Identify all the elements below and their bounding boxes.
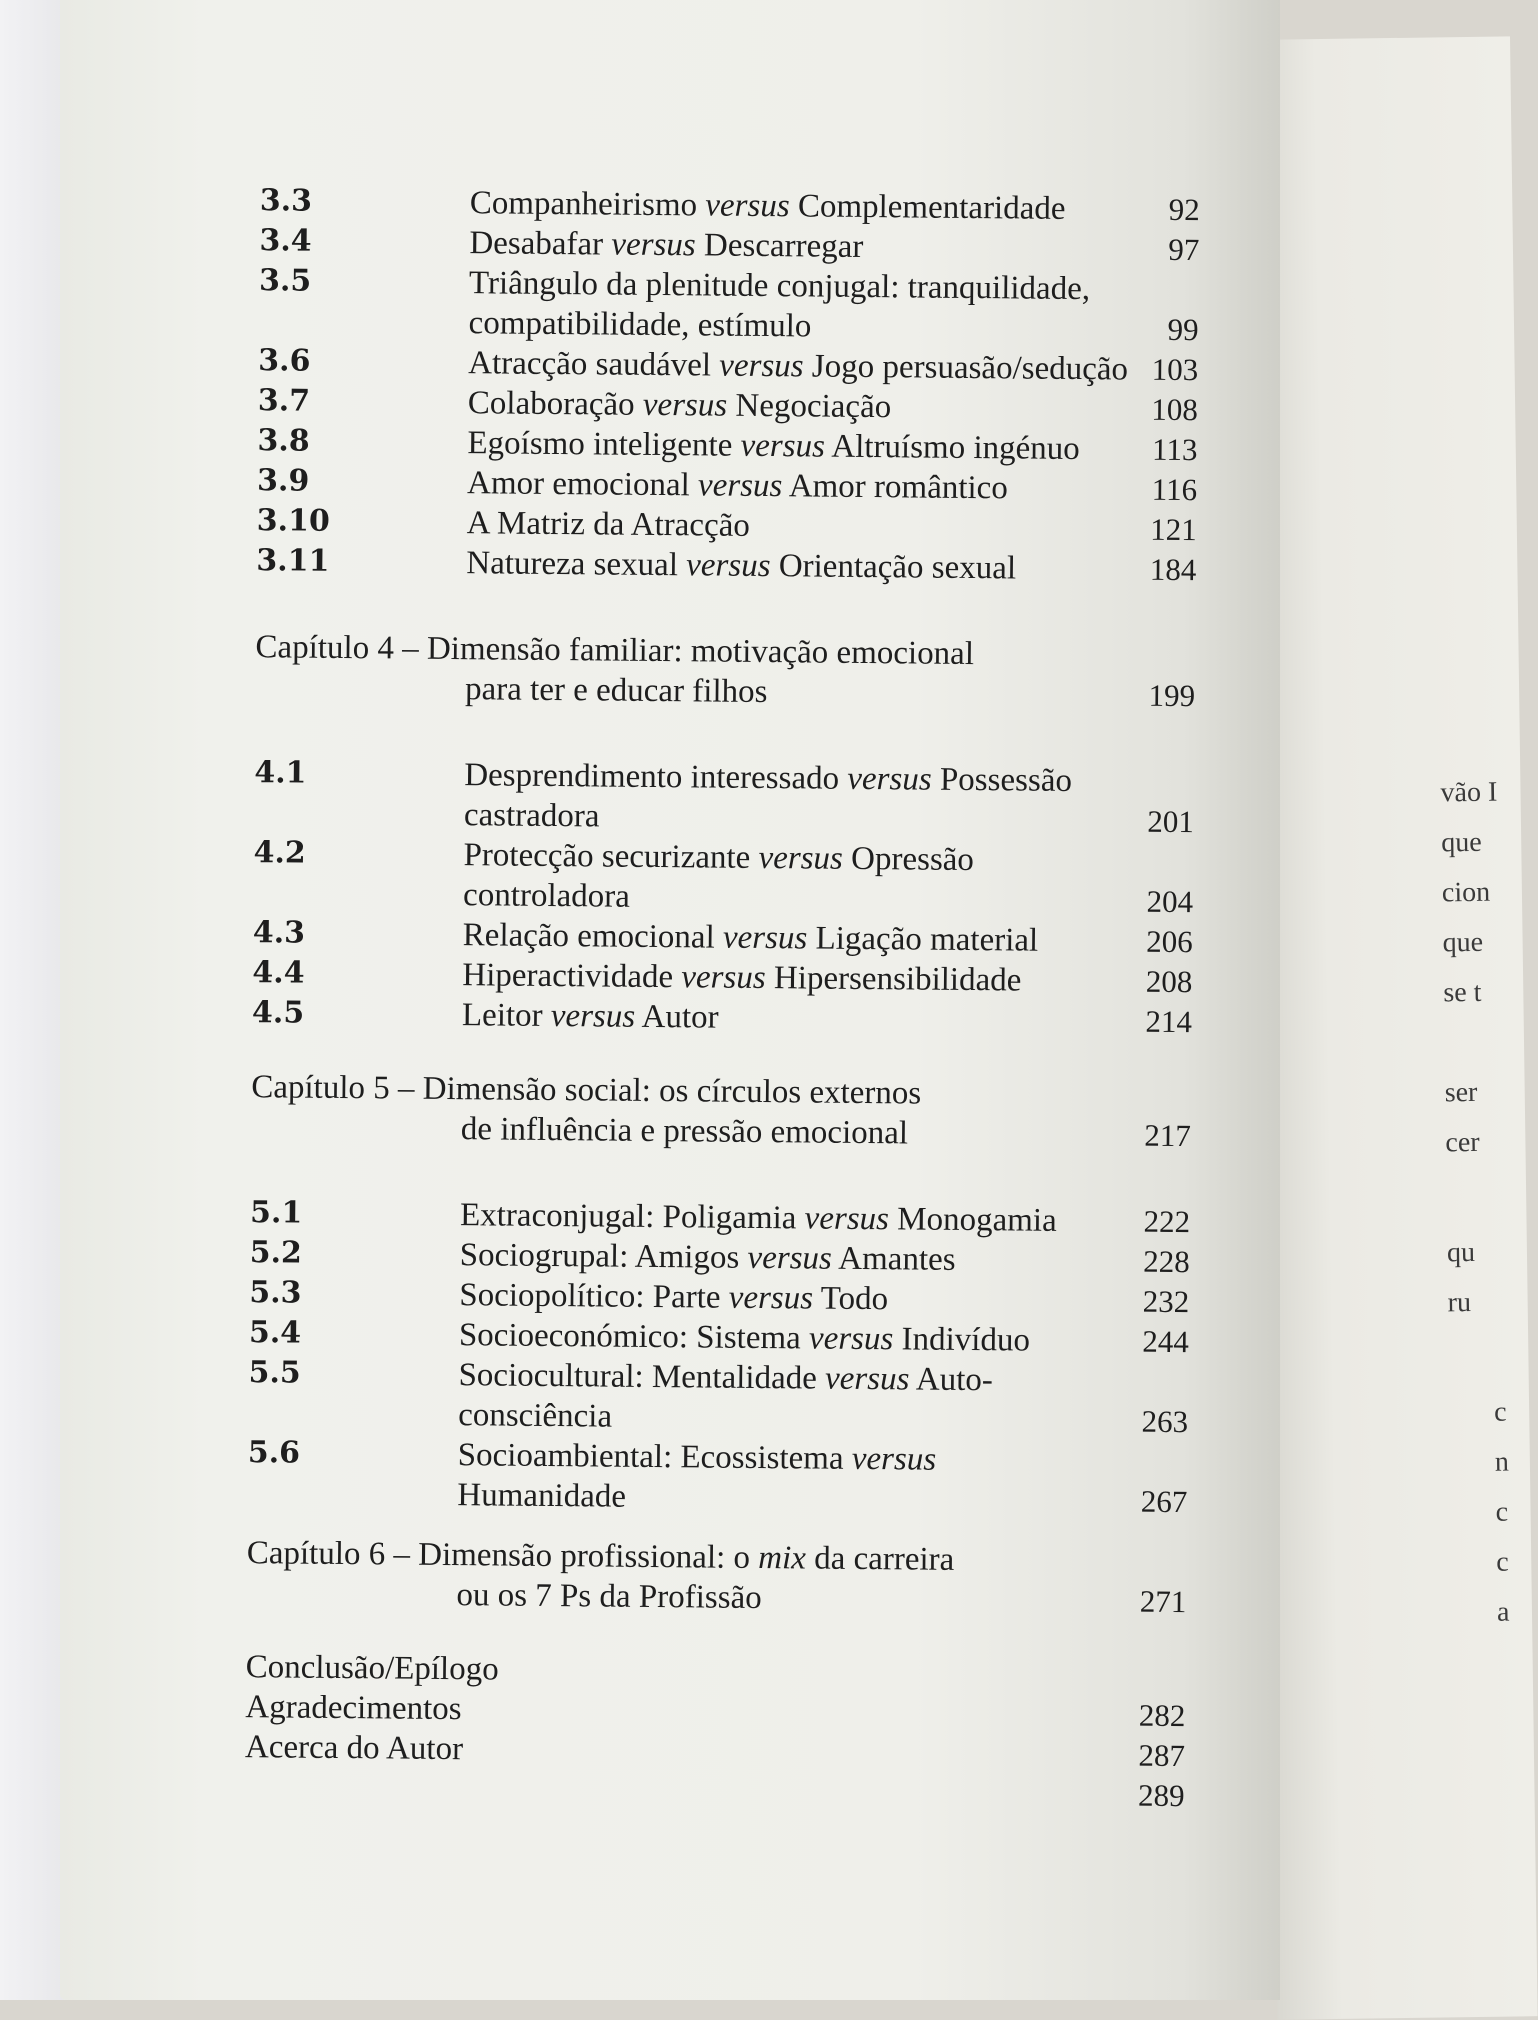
- facing-page: [1250, 36, 1538, 2019]
- facing-fragment: n: [1494, 1446, 1510, 1478]
- entry-title: Extraconjugal: Poligamia versus Monogamia: [459, 1197, 1057, 1239]
- entry-title: Leitor versus Autor: [461, 997, 719, 1036]
- entry-title: Hiperactividade versus Hipersensibilidade: [462, 957, 1022, 999]
- page-number: 228: [1142, 1243, 1190, 1280]
- entry-title: A Matriz da Atracção: [466, 505, 751, 544]
- page-number: 217: [1144, 1117, 1192, 1154]
- entry-title: Sociopolítico: Parte versus Todo: [459, 1277, 889, 1318]
- entry-title-continuation: controladora: [462, 877, 631, 915]
- facing-fragment: que: [1441, 826, 1482, 859]
- entry-title: Amor emocional versus Amor romântico: [466, 465, 1008, 507]
- page-number: 282: [1138, 1697, 1186, 1734]
- entry-title-continuation: Humanidade: [457, 1477, 627, 1515]
- entry-title: Socioambiental: Ecossistema versus: [457, 1437, 937, 1478]
- entry-number: 5.3: [249, 1275, 302, 1311]
- entry-number: 4.1: [254, 755, 307, 791]
- page-number: 289: [1137, 1777, 1185, 1814]
- entry-title-continuation: compatibilidade, estímulo: [468, 305, 812, 345]
- page-number: 263: [1141, 1403, 1189, 1440]
- page-number: 113: [1151, 431, 1198, 468]
- entry-number: 3.5: [258, 263, 312, 299]
- entry-title: Protecção securizante versus Opressão: [463, 837, 975, 879]
- page-number: 206: [1146, 923, 1193, 960]
- facing-fragment: cer: [1445, 1126, 1480, 1159]
- entry-title-continuation: consciência: [457, 1397, 613, 1435]
- page-number: 204: [1146, 883, 1194, 920]
- page-number: 214: [1145, 1003, 1193, 1040]
- entry-number: 5.2: [249, 1235, 303, 1271]
- page-number: 116: [1151, 471, 1198, 508]
- page-number: 287: [1138, 1737, 1186, 1774]
- book-page: [60, 0, 1280, 2000]
- entry-number: 3.9: [256, 463, 310, 499]
- entry-number: 4.2: [253, 835, 306, 871]
- entry-number: 5.1: [249, 1195, 303, 1231]
- page-number: 271: [1139, 1583, 1187, 1620]
- page-number: 184: [1149, 551, 1197, 588]
- entry-number: 3.3: [259, 183, 313, 219]
- chapter-title: Capítulo 5 – Dimensão social: os círculos externos: [251, 1069, 922, 1112]
- entry-title: Desabafar versus Descarregar: [469, 225, 864, 265]
- entry-number: 3.11: [256, 543, 330, 579]
- facing-fragment: c: [1496, 1546, 1509, 1578]
- entry-title: Companheirismo versus Complementaridade: [469, 185, 1066, 227]
- entry-title: Egoísmo inteligente versus Altruísmo ingénuo: [467, 425, 1080, 468]
- page-number: 108: [1151, 391, 1199, 428]
- entry-title: Relação emocional versus Ligação material: [462, 917, 1039, 959]
- page-number: 99: [1167, 311, 1199, 348]
- entry-title: Agradecimentos: [245, 1689, 462, 1728]
- facing-fragment: c: [1493, 1396, 1507, 1428]
- chapter-title-continuation: de influência e pressão emocional: [460, 1111, 909, 1152]
- page-number: 121: [1150, 511, 1197, 548]
- entry-number: 3.10: [256, 503, 330, 539]
- facing-fragment: qu: [1446, 1236, 1476, 1269]
- facing-fragment: a: [1496, 1596, 1510, 1628]
- page-number: 199: [1148, 677, 1196, 714]
- entry-number: 5.5: [248, 1355, 301, 1391]
- page-number: 208: [1145, 963, 1193, 1000]
- chapter-title: Capítulo 6 – Dimensão profissional: o mix da carreira: [246, 1535, 955, 1578]
- entry-number: 4.3: [252, 915, 306, 951]
- entry-title: Sociocultural: Mentalidade versus Auto-: [458, 1357, 994, 1399]
- page-number: 244: [1142, 1323, 1190, 1360]
- entry-number: 5.4: [248, 1315, 302, 1351]
- page-number: 222: [1143, 1203, 1191, 1240]
- page-number: 232: [1142, 1283, 1190, 1320]
- chapter-title-continuation: para ter e educar filhos: [464, 671, 768, 711]
- entry-title: Atracção saudável versus Jogo persuasão/sedução: [468, 345, 1129, 388]
- page-number: 97: [1168, 231, 1200, 268]
- entry-title: Socioeconómico: Sistema versus Indivíduo: [458, 1317, 1031, 1359]
- facing-fragment: c: [1495, 1496, 1509, 1528]
- facing-fragment: cion: [1441, 876, 1491, 909]
- chapter-title: Capítulo 4 – Dimensão familiar: motivação emocional: [255, 629, 975, 673]
- page-number: 103: [1151, 351, 1199, 388]
- entry-title-continuation: castradora: [463, 797, 600, 835]
- entry-title: Natureza sexual versus Orientação sexual: [466, 545, 1017, 587]
- entry-number: 3.4: [259, 223, 312, 259]
- entry-number: 3.7: [257, 383, 311, 419]
- page-number: 267: [1140, 1483, 1188, 1520]
- entry-title: Desprendimento interessado versus Possessão: [464, 757, 1073, 799]
- entry-title: Triângulo da plenitude conjugal: tranquilidade,: [468, 265, 1091, 308]
- facing-fragment: ru: [1447, 1287, 1472, 1319]
- table-of-contents: [124, 180, 1220, 1816]
- entry-title: Sociogrupal: Amigos versus Amantes: [459, 1237, 956, 1278]
- page-number: 92: [1168, 191, 1200, 228]
- facing-fragment: vão I: [1440, 776, 1498, 809]
- entry-number: 4.4: [252, 955, 305, 991]
- entry-number: 4.5: [251, 995, 305, 1031]
- page-number: 201: [1147, 803, 1195, 840]
- entry-title: Colaboração versus Negociação: [467, 385, 892, 426]
- entry-title: Conclusão/Epílogo: [245, 1649, 499, 1688]
- entry-title: Acerca do Autor: [244, 1729, 464, 1768]
- entry-number: 5.6: [247, 1435, 301, 1471]
- facing-fragment: ser: [1444, 1076, 1478, 1109]
- facing-fragment: se t: [1443, 976, 1482, 1009]
- entry-number: 3.6: [258, 343, 311, 379]
- chapter-title-continuation: ou os 7 Ps da Profissão: [456, 1577, 762, 1617]
- entry-number: 3.8: [257, 423, 310, 459]
- facing-fragment: que: [1442, 926, 1484, 959]
